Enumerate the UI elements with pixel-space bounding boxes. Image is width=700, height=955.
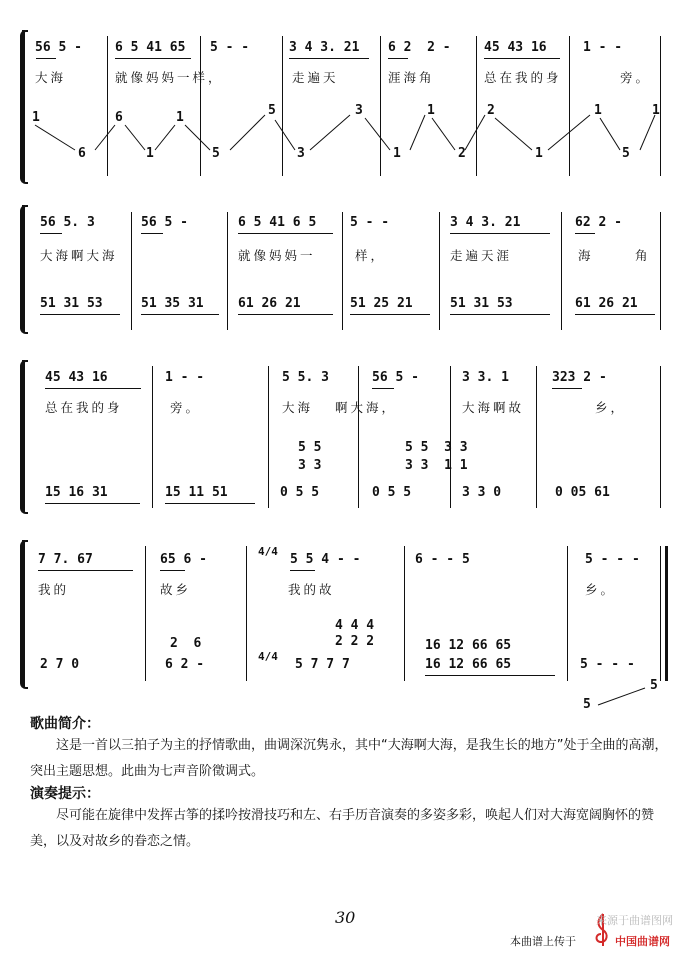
accomp-measure: 51 31 53 bbox=[40, 296, 103, 311]
melody-measure: 5 - - bbox=[350, 215, 390, 230]
lyric: 走遍天 bbox=[292, 70, 339, 85]
accomp-measure: 51 35 31 bbox=[141, 296, 204, 311]
melody-measure: 6 5 41 65 bbox=[115, 40, 186, 55]
melody-measure: 56 5. 3 bbox=[40, 215, 95, 230]
melody-measure: 323 2 - bbox=[552, 370, 607, 385]
accomp-measure: 61 26 21 bbox=[238, 296, 301, 311]
accomp-measure: 61 26 21 bbox=[575, 296, 638, 311]
lyric: 大海 bbox=[35, 70, 67, 85]
melody-measure: 3 4 3. 21 bbox=[289, 40, 360, 55]
melody-measure: 65 6 - bbox=[160, 552, 207, 567]
lyric: 海 bbox=[578, 248, 594, 263]
melody-measure: 45 43 16 bbox=[484, 40, 547, 55]
chord-upper: 3 3 1 1 bbox=[405, 458, 468, 473]
lyric: 大海 bbox=[282, 400, 314, 415]
lyric: 涯海角 bbox=[388, 70, 435, 85]
melody-measure: 6 - - 5 bbox=[415, 552, 470, 567]
melody-measure: 45 43 16 bbox=[45, 370, 108, 385]
accomp-measure: 2 7 0 bbox=[40, 657, 80, 672]
chord-upper: 5 5 3 3 bbox=[405, 440, 468, 455]
accomp-measure: 16 12 66 65 bbox=[425, 657, 512, 672]
melody-measure: 3 4 3. 21 bbox=[450, 215, 521, 230]
melody-measure: 3 3. 1 bbox=[462, 370, 509, 385]
lyric: 我的故 bbox=[288, 582, 335, 597]
accomp-measure: 51 25 21 bbox=[350, 296, 413, 311]
footer-logo: 中国曲谱网 bbox=[615, 935, 670, 948]
intro-heading: 歌曲简介： bbox=[30, 716, 100, 732]
footer-left: 本曲谱上传于 bbox=[510, 935, 576, 948]
accomp-measure: 6 2 - bbox=[165, 657, 205, 672]
accomp-measure: 3 3 0 bbox=[462, 485, 502, 500]
accomp-measure: 16 12 66 65 bbox=[425, 638, 512, 653]
intro-text: 这是一首以三拍子为主的抒情歌曲，曲调深沉隽永，其中“大海啊大海，是我生长的地方”处于全曲的高潮，突出主题思想。此曲为七声音阶徵调式。 bbox=[30, 738, 668, 779]
chord-upper: 2 6 bbox=[170, 636, 202, 651]
page-number: 30 bbox=[335, 908, 356, 927]
melody-measure: 6 5 41 6 5 bbox=[238, 215, 317, 230]
lyric: 乡， bbox=[595, 400, 627, 415]
lyric: 大海啊故 bbox=[462, 400, 525, 415]
melody-measure: 5 - - - bbox=[585, 552, 640, 567]
melody-measure: 7 7. 67 bbox=[38, 552, 93, 567]
melody-measure: 56 5 - bbox=[141, 215, 188, 230]
melody-measure: 56 5 - bbox=[372, 370, 419, 385]
lyric: 大海啊大海 bbox=[40, 248, 118, 263]
accomp-measure: 51 31 53 bbox=[450, 296, 513, 311]
gliss-note: 5 bbox=[650, 678, 658, 693]
lyric: 样， bbox=[355, 248, 387, 263]
lyric: 旁。 bbox=[620, 70, 652, 85]
accomp-measure: 0 5 5 bbox=[372, 485, 412, 500]
melody-measure: 5 5. 3 bbox=[282, 370, 329, 385]
melody-measure: 1 - - bbox=[165, 370, 205, 385]
melody-measure: 6 2 2 - bbox=[388, 40, 451, 55]
tips-text: 尽可能在旋律中发挥古筝的揉吟按滑技巧和左、右手历音演奏的多姿多彩，唤起人们对大海宽阔胸怀的赞美，以及对故乡的眷恋之情。 bbox=[30, 808, 655, 849]
accomp-measure: 15 16 31 bbox=[45, 485, 108, 500]
accomp-measure: 0 05 61 bbox=[555, 485, 610, 500]
tips-heading: 演奏提示： bbox=[30, 786, 100, 802]
accomp-measure: 5 7 7 7 bbox=[295, 657, 350, 672]
melody-measure: 5 5 4 - - bbox=[290, 552, 361, 567]
chord-upper: 2 2 2 bbox=[335, 634, 375, 649]
lyric: 走遍天涯 bbox=[450, 248, 513, 263]
melody-measure: 56 5 - bbox=[35, 40, 82, 55]
lyric: 角 bbox=[635, 248, 651, 263]
watermark: 来源于曲谱图网 bbox=[596, 914, 673, 927]
time-signature: 4/4 bbox=[258, 545, 278, 558]
lyric: 我的 bbox=[38, 582, 70, 597]
melody-measure: 1 - - bbox=[583, 40, 623, 55]
melody-measure: 62 2 - bbox=[575, 215, 622, 230]
chord-upper: 3 3 bbox=[298, 458, 322, 473]
lyric: 啊大海， bbox=[335, 400, 398, 415]
chord-upper: 5 5 bbox=[298, 440, 322, 455]
lyric: 故乡 bbox=[160, 582, 192, 597]
lyric: 就像妈妈一样， bbox=[115, 70, 224, 85]
lyric: 总在我的身 bbox=[45, 400, 123, 415]
lyric: 乡。 bbox=[585, 582, 617, 597]
time-signature: 4/4 bbox=[258, 650, 278, 663]
accomp-measure: 15 11 51 bbox=[165, 485, 228, 500]
accomp-measure: 0 5 5 bbox=[280, 485, 320, 500]
chord-upper: 4 4 4 bbox=[335, 618, 375, 633]
accomp-measure: 5 - - - bbox=[580, 657, 635, 672]
lyric: 就像妈妈一 bbox=[238, 248, 316, 263]
lyric: 旁。 bbox=[170, 400, 202, 415]
melody-measure: 5 - - bbox=[210, 40, 250, 55]
gliss-note: 5 bbox=[583, 697, 591, 712]
lyric: 总在我的身 bbox=[484, 70, 562, 85]
